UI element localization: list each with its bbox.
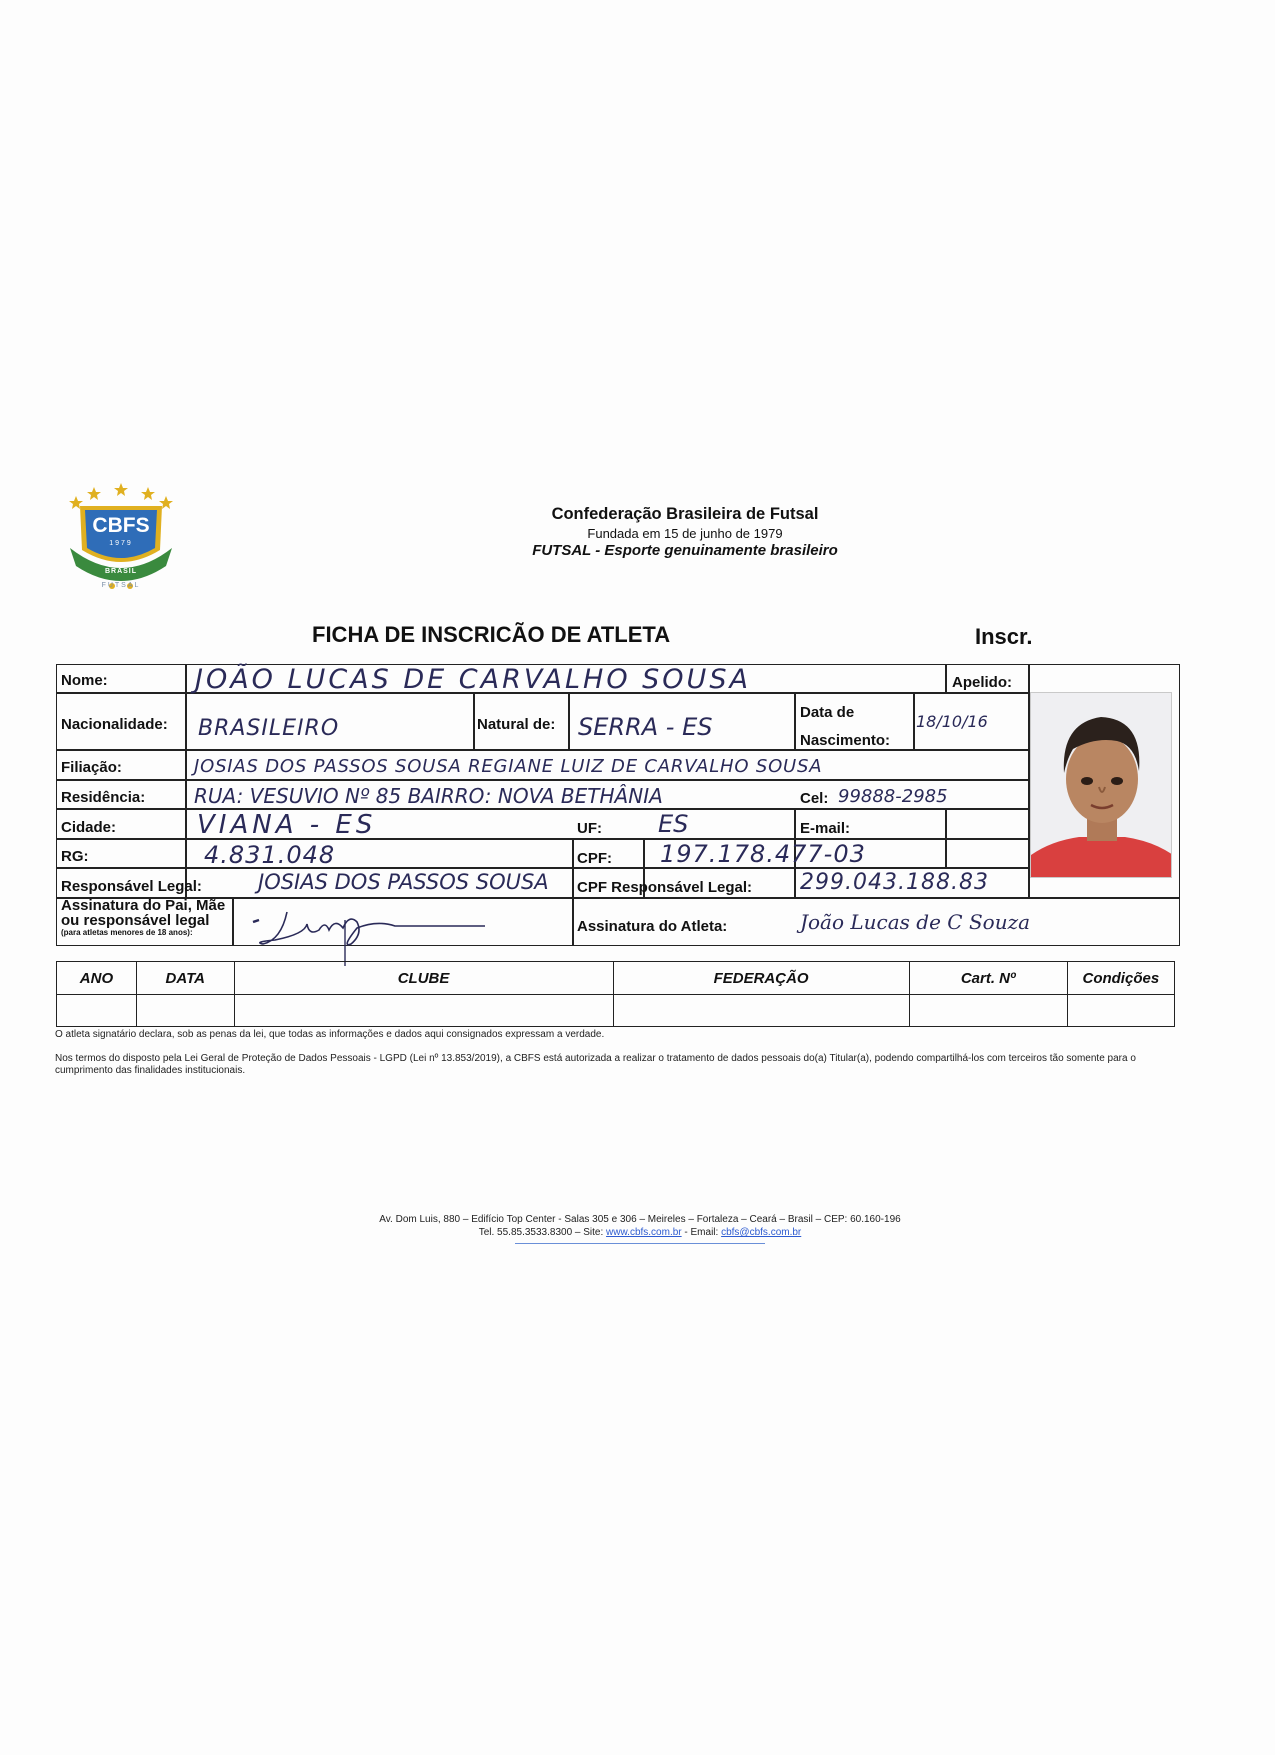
label-email: E-mail: — [800, 820, 851, 837]
label-natural: Natural de: — [477, 716, 556, 733]
col-cart: Cart. Nº — [909, 962, 1067, 995]
value-responsavel: JOSIAS DOS PASSOS SOUSA — [258, 870, 549, 894]
cbfs-logo — [62, 470, 180, 600]
label-nacionalidade: Nacionalidade: — [61, 716, 168, 733]
label-responsavel: Responsável Legal: — [61, 878, 202, 895]
table-row — [57, 995, 1175, 1027]
org-name: Confederação Brasileira de Futsal — [551, 505, 819, 523]
form-title: FICHA DE INSCRICÃO DE ATLETA — [312, 622, 671, 647]
value-cpf: 197.178.477-03 — [660, 840, 866, 868]
value-rg: 4.831.048 — [204, 841, 336, 869]
label-nome: Nome: — [61, 672, 108, 689]
table-header-row — [57, 962, 1175, 995]
value-cel: 99888-2985 — [838, 786, 948, 807]
value-nacionalidade: BRASILEIRO — [198, 716, 340, 741]
declaration-note: O atleta signatário declara, sob as penas da lei, que todas as informações e dados aqui consignados expressam a verdade. — [55, 1029, 605, 1040]
value-nascimento: 18/10/16 — [916, 712, 988, 731]
organization-header — [440, 505, 930, 559]
star-icon — [69, 483, 173, 509]
label-cel: Cel: — [800, 790, 829, 807]
label-apelido: Apelido: — [952, 674, 1012, 691]
value-residencia: RUA: VESUVIO Nº 85 BAIRRO: NOVA BETHÂNIA — [194, 784, 663, 808]
svg-text:1979: 1979 — [109, 540, 133, 547]
label-data-de: Data de — [800, 704, 855, 721]
label-assinatura-pai: Assinatura do Pai, Mãe ou responsável legal (para atletas menores de 18 anos): — [61, 897, 226, 937]
footer-contact: Tel. 55.85.3533.8300 – Site: www.cbfs.com.br - Email: cbfs@cbfs.com.br — [478, 1227, 802, 1238]
footer-divider — [515, 1243, 765, 1244]
col-clube: CLUBE — [234, 962, 613, 995]
svg-text:CBFS: CBFS — [92, 514, 150, 537]
col-ano: ANO — [57, 962, 137, 995]
label-cpf-responsavel: CPF Responsável Legal: — [577, 879, 753, 896]
lgpd-note: Nos termos do disposto pela Lei Geral de Proteção de Dados Pessoais - LGPD (Lei nº 13.853/2019), a CBFS está autorizada a realizar o tratamento de dados pessoais do(a) Titular(a), podendo compartilhá-los com terceiros tão somente para o cumprimento das finalidades institucionais. — [55, 1053, 1136, 1076]
value-assinatura-atleta: João Lucas de C Souza — [800, 910, 1031, 934]
label-nascimento: Nascimento: — [800, 732, 891, 749]
footer-address: Av. Dom Luis, 880 – Edifício Top Center - Salas 305 e 306 – Meireles – Fortaleza – Ceará – Brasil – CEP: 60.160-196 — [379, 1214, 901, 1225]
value-cidade: VIANA - ES — [197, 810, 377, 840]
inscr-label: Inscr. — [975, 624, 1033, 649]
value-filiacao: JOSIAS DOS PASSOS SOUSA REGIANE LUIZ DE CARVALHO SOUSA — [194, 756, 823, 777]
footer — [300, 1213, 980, 1244]
label-cpf: CPF: — [577, 850, 612, 867]
founded-date: Fundada em 15 de junho de 1979 — [587, 526, 783, 541]
value-cpf-responsavel: 299.043.188.83 — [800, 870, 989, 895]
label-assinatura-atleta: Assinatura do Atleta: — [577, 918, 728, 935]
athlete-photo — [1030, 692, 1172, 878]
tagline: FUTSAL - Esporte genuinamente brasileiro — [532, 542, 838, 559]
email-link[interactable]: cbfs@cbfs.com.br — [721, 1227, 802, 1238]
history-table — [56, 961, 1175, 1027]
label-filiacao: Filiação: — [61, 759, 122, 776]
col-federacao: FEDERAÇÃO — [613, 962, 909, 995]
site-link[interactable]: www.cbfs.com.br — [606, 1227, 682, 1238]
label-cidade: Cidade: — [61, 819, 117, 836]
col-data: DATA — [136, 962, 234, 995]
logo-caption: FUTSAL — [101, 582, 141, 589]
label-residencia: Residência: — [61, 789, 146, 806]
label-rg: RG: — [61, 848, 89, 865]
svg-text:BRASIL: BRASIL — [104, 568, 138, 575]
value-natural: SERRA - ES — [578, 713, 713, 741]
value-uf: ES — [658, 810, 689, 838]
label-uf: UF: — [577, 820, 602, 837]
col-condicoes: Condições — [1067, 962, 1174, 995]
value-nome: JOÃO LUCAS DE CARVALHO SOUSA — [195, 664, 751, 695]
parent-signature — [245, 900, 495, 970]
